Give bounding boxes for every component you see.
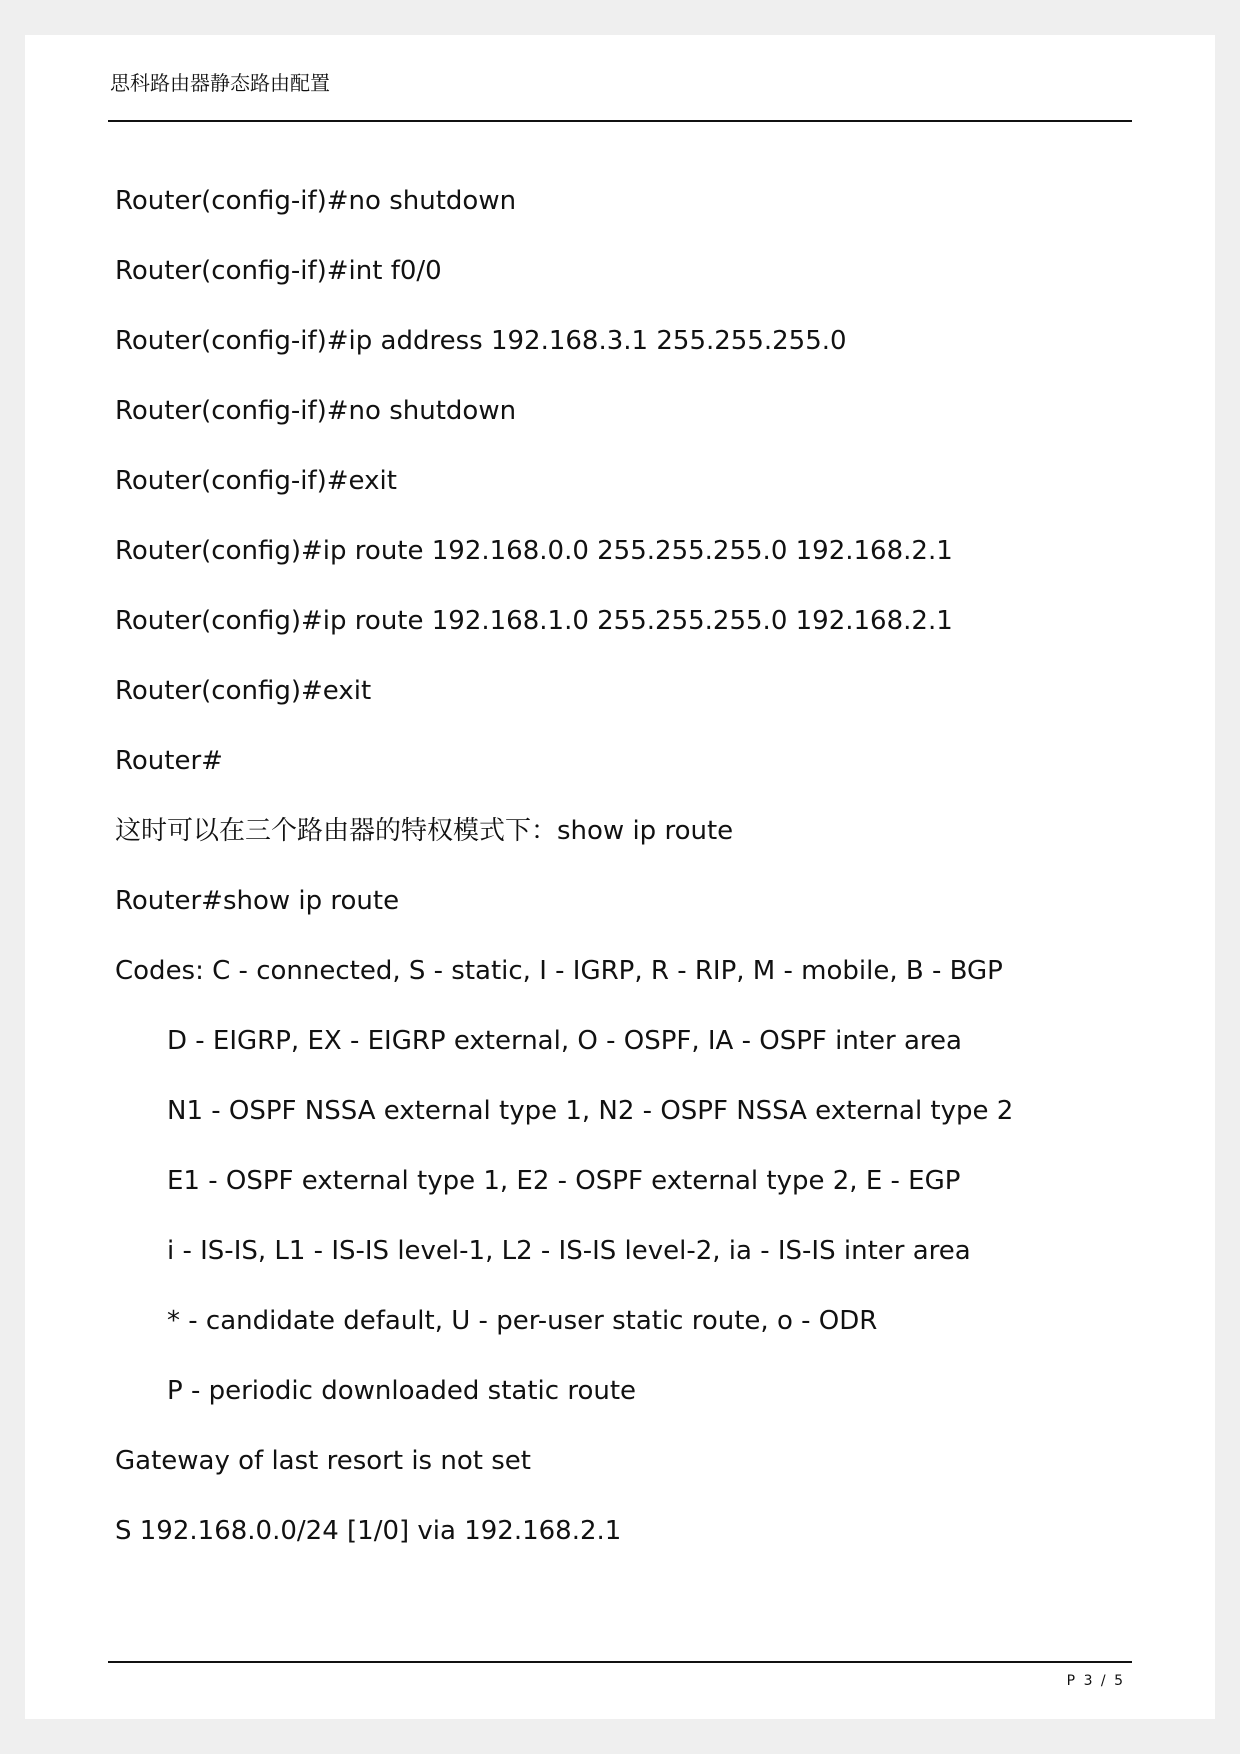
text-line: Router(config-if)#int f0/0	[115, 256, 442, 286]
header-title: 思科路由器静态路由配置	[110, 71, 330, 95]
text-line: P - periodic downloaded static route	[167, 1376, 637, 1406]
text-line: Router(config)#exit	[115, 676, 372, 706]
header-divider	[108, 120, 1132, 122]
text-line: Router(config-if)#no shutdown	[115, 396, 517, 426]
document-body	[115, 185, 1115, 1585]
page-number: P 3 / 5	[1066, 1673, 1125, 1689]
text-line: E1 - OSPF external type 1, E2 - OSPF external type 2, E - EGP	[167, 1166, 961, 1196]
text-line: Router(config-if)#ip address 192.168.3.1 255.255.255.0	[115, 326, 847, 356]
text-line: Gateway of last resort is not set	[115, 1446, 531, 1476]
text-line: Codes: C - connected, S - static, I - IGRP, R - RIP, M - mobile, B - BGP	[115, 956, 1003, 986]
text-line: i - IS-IS, L1 - IS-IS level-1, L2 - IS-IS level-2, ia - IS-IS inter area	[167, 1236, 971, 1266]
text-line: Router(config-if)#no shutdown	[115, 186, 517, 216]
text-line: Router(config)#ip route 192.168.0.0 255.255.255.0 192.168.2.1	[115, 536, 953, 566]
text-line: Router(config)#ip route 192.168.1.0 255.255.255.0 192.168.2.1	[115, 606, 953, 636]
text-line: 这时可以在三个路由器的特权模式下：show ip route	[115, 816, 734, 846]
text-line: Router#	[115, 746, 223, 776]
text-line: S 192.168.0.0/24 [1/0] via 192.168.2.1	[115, 1516, 622, 1546]
text-line: Router(config-if)#exit	[115, 466, 397, 496]
footer-divider	[108, 1661, 1132, 1663]
text-line: * - candidate default, U - per-user static route, o - ODR	[167, 1306, 878, 1336]
document-page	[25, 35, 1215, 1719]
text-line: Router#show ip route	[115, 886, 400, 916]
text-line: D - EIGRP, EX - EIGRP external, O - OSPF, IA - OSPF inter area	[167, 1026, 962, 1056]
text-line: N1 - OSPF NSSA external type 1, N2 - OSPF NSSA external type 2	[167, 1096, 1014, 1126]
